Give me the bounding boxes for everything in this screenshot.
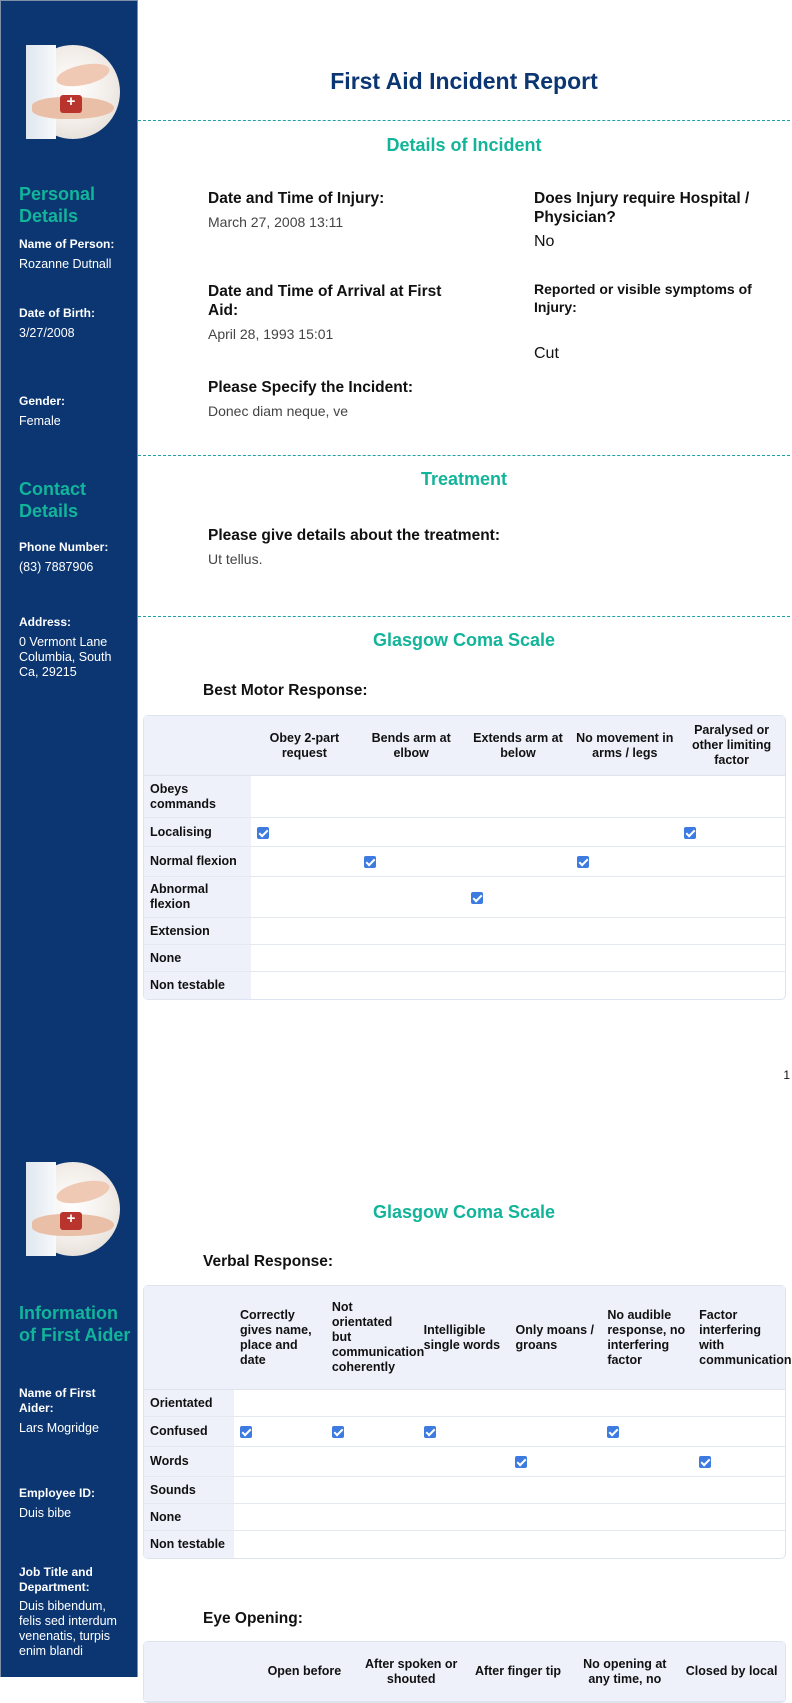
corner-cell <box>144 716 251 776</box>
verbal-response-table <box>143 1285 792 1559</box>
table-row <box>144 1531 785 1558</box>
eye-opening-table <box>143 1641 786 1703</box>
column-header: Bends arm at elbow <box>358 716 465 776</box>
check-cell[interactable] <box>693 1390 785 1417</box>
check-cell[interactable] <box>678 818 785 847</box>
column-header: Factor interfering with communication <box>693 1286 785 1390</box>
motor-response-table <box>143 715 786 1000</box>
arrival-time-value: April 28, 1993 15:01 <box>208 326 334 342</box>
specify-label: Please Specify the Incident: <box>208 379 414 396</box>
check-cell[interactable] <box>358 818 465 847</box>
first-aid-avatar-icon <box>26 1162 120 1256</box>
check-cell[interactable] <box>601 1477 693 1504</box>
personal-details-heading: Personal Details <box>19 184 96 226</box>
arrival-time-label: Date and Time of Arrival at First Aid: <box>208 283 442 319</box>
checkbox-checked-icon[interactable] <box>577 856 589 868</box>
check-cell[interactable] <box>251 847 358 877</box>
gender-value: Female <box>19 414 61 428</box>
check-cell[interactable] <box>601 1417 693 1447</box>
incident-heading: Details of Incident <box>386 135 542 155</box>
table-row <box>144 945 785 972</box>
check-cell[interactable] <box>326 1477 418 1504</box>
check-cell[interactable] <box>418 1447 510 1477</box>
check-cell[interactable] <box>601 1504 693 1531</box>
check-cell[interactable] <box>251 877 358 918</box>
row-label: Sounds <box>144 1477 234 1504</box>
check-cell[interactable] <box>693 1417 785 1447</box>
table-header-row <box>144 716 785 776</box>
check-cell[interactable] <box>326 1531 418 1558</box>
row-label: None <box>144 1504 234 1531</box>
check-cell[interactable] <box>358 945 465 972</box>
check-cell[interactable] <box>678 776 785 818</box>
report-page-2 <box>0 1120 792 1686</box>
symptoms-label: Reported or visible symptoms of Injury: <box>534 281 752 315</box>
check-cell[interactable] <box>358 972 465 999</box>
row-label: Non testable <box>144 1531 234 1558</box>
column-header: Intelligible single words <box>418 1286 510 1390</box>
aider-name-label: Name of First Aider: <box>19 1386 96 1415</box>
checkbox-checked-icon[interactable] <box>332 1426 344 1438</box>
column-header: Paralysed or other limiting factor <box>678 716 785 776</box>
check-cell[interactable] <box>358 918 465 945</box>
row-label: Extension <box>144 918 251 945</box>
check-cell[interactable] <box>251 776 358 818</box>
column-header: Only moans / groans <box>509 1286 601 1390</box>
check-cell[interactable] <box>678 847 785 877</box>
table-row <box>144 776 785 818</box>
row-label: Abnormal flexion <box>144 877 251 918</box>
treatment-heading: Treatment <box>420 469 508 489</box>
checkbox-checked-icon[interactable] <box>240 1426 252 1438</box>
check-cell[interactable] <box>326 1390 418 1417</box>
check-cell[interactable] <box>465 877 572 918</box>
check-cell[interactable] <box>678 918 785 945</box>
gcs-heading: Glasgow Coma Scale <box>372 1202 556 1222</box>
check-cell[interactable] <box>251 818 358 847</box>
treatment-label: Please give details about the treatment: <box>208 527 501 544</box>
check-cell[interactable] <box>509 1417 601 1447</box>
corner-cell <box>144 1286 234 1390</box>
table-row <box>144 847 785 877</box>
row-label: Confused <box>144 1417 234 1447</box>
row-label: Obeys commands <box>144 776 251 818</box>
check-cell[interactable] <box>601 1531 693 1558</box>
check-cell[interactable] <box>693 1504 785 1531</box>
check-cell[interactable] <box>571 918 678 945</box>
check-cell[interactable] <box>509 1447 601 1477</box>
check-cell[interactable] <box>465 945 572 972</box>
check-cell[interactable] <box>571 877 678 918</box>
job-title-label: Job Title and Department: <box>19 1565 93 1594</box>
check-cell[interactable] <box>326 1504 418 1531</box>
column-header: No movement in arms / legs <box>571 716 678 776</box>
row-label: None <box>144 945 251 972</box>
checkbox-checked-icon[interactable] <box>424 1426 436 1438</box>
row-label: Normal flexion <box>144 847 251 877</box>
check-cell[interactable] <box>358 847 465 877</box>
name-label: Name of Person: <box>19 237 115 251</box>
address-value: 0 Vermont Lane Columbia, South Ca, 29215 <box>19 635 112 679</box>
check-cell[interactable] <box>465 918 572 945</box>
employee-id-label: Employee ID: <box>19 1486 96 1500</box>
dob-label: Date of Birth: <box>19 306 95 320</box>
symptoms-value: Cut <box>534 345 559 362</box>
checkbox-checked-icon[interactable] <box>257 827 269 839</box>
checkbox-checked-icon[interactable] <box>471 892 483 904</box>
check-cell[interactable] <box>234 1417 326 1447</box>
table-row <box>144 918 785 945</box>
table-row <box>144 972 785 999</box>
column-header: Obey 2-part request <box>251 716 358 776</box>
check-cell[interactable] <box>465 972 572 999</box>
sidebar <box>0 1120 138 1677</box>
hospital-label: Does Injury require Hospital / Physician? <box>534 190 750 226</box>
table-row <box>144 1504 785 1531</box>
checkbox-checked-icon[interactable] <box>684 827 696 839</box>
section-divider <box>138 455 790 456</box>
check-cell[interactable] <box>509 1390 601 1417</box>
check-cell[interactable] <box>251 945 358 972</box>
contact-details-heading: Contact Details <box>19 479 86 521</box>
address-label: Address: <box>19 615 72 629</box>
check-cell[interactable] <box>678 945 785 972</box>
column-header: Correctly gives name, place and date <box>234 1286 326 1390</box>
check-cell[interactable] <box>326 1447 418 1477</box>
employee-id-value: Duis bibe <box>19 1506 72 1520</box>
page-title: First Aid Incident Report <box>330 68 598 94</box>
phone-label: Phone Number: <box>19 540 109 554</box>
row-label: Words <box>144 1447 234 1477</box>
eye-opening-label: Eye Opening: <box>203 1610 303 1627</box>
check-cell[interactable] <box>418 1390 510 1417</box>
sidebar <box>0 0 138 1120</box>
row-label: Orientated <box>144 1390 234 1417</box>
check-cell[interactable] <box>418 1504 510 1531</box>
check-cell[interactable] <box>571 972 678 999</box>
table-row <box>144 1390 785 1417</box>
check-cell[interactable] <box>571 776 678 818</box>
dob-value: 3/27/2008 <box>19 326 75 340</box>
check-cell[interactable] <box>571 847 678 877</box>
check-cell[interactable] <box>601 1447 693 1477</box>
column-header: No audible response, no interfering factor <box>601 1286 693 1390</box>
column-header: No opening at any time, no <box>571 1642 678 1702</box>
row-label: Localising <box>144 818 251 847</box>
checkbox-checked-icon[interactable] <box>607 1426 619 1438</box>
table-row <box>144 1477 785 1504</box>
verbal-response-label: Verbal Response: <box>203 1253 334 1270</box>
first-aider-heading: Information of First Aider <box>19 1303 131 1345</box>
row-label: Non testable <box>144 972 251 999</box>
check-cell[interactable] <box>678 877 785 918</box>
section-divider <box>138 616 790 617</box>
table-header-row <box>144 1286 785 1390</box>
checkbox-checked-icon[interactable] <box>699 1456 711 1468</box>
phone-value: (83) 7887906 <box>19 560 94 574</box>
name-value: Rozanne Dutnall <box>19 257 112 271</box>
check-cell[interactable] <box>234 1504 326 1531</box>
aider-name-value: Lars Mogridge <box>19 1421 99 1435</box>
table-row <box>144 1417 785 1447</box>
column-header: After spoken or shouted <box>358 1642 465 1702</box>
check-cell[interactable] <box>465 776 572 818</box>
specify-value: Donec diam neque, ve <box>208 403 349 419</box>
column-header: Open before <box>251 1642 358 1702</box>
treatment-value: Ut tellus. <box>208 551 263 567</box>
check-cell[interactable] <box>418 1417 510 1447</box>
check-cell[interactable] <box>418 1531 510 1558</box>
checkbox-checked-icon[interactable] <box>364 856 376 868</box>
check-cell[interactable] <box>418 1477 510 1504</box>
checkbox-checked-icon[interactable] <box>515 1456 527 1468</box>
motor-response-label: Best Motor Response: <box>203 682 368 699</box>
check-cell[interactable] <box>234 1390 326 1417</box>
section-divider <box>138 120 790 121</box>
corner-cell <box>144 1642 251 1702</box>
injury-time-value: March 27, 2008 13:11 <box>208 214 344 230</box>
check-cell[interactable] <box>509 1477 601 1504</box>
check-cell[interactable] <box>693 1477 785 1504</box>
job-title-value: Duis bibendum, felis sed interdum venenatis, turpis enim blandi <box>19 1599 117 1658</box>
column-header: After finger tip <box>465 1642 572 1702</box>
check-cell[interactable] <box>251 918 358 945</box>
column-header: Closed by local <box>678 1642 785 1702</box>
gcs-heading: Glasgow Coma Scale <box>372 630 556 650</box>
column-header: Not orientated but communication coherently <box>326 1286 418 1390</box>
injury-time-label: Date and Time of Injury: <box>208 190 385 207</box>
check-cell[interactable] <box>571 818 678 847</box>
check-cell[interactable] <box>234 1477 326 1504</box>
check-cell[interactable] <box>509 1504 601 1531</box>
table-row <box>144 1447 785 1477</box>
check-cell[interactable] <box>465 818 572 847</box>
hospital-value: No <box>534 233 555 250</box>
page-number: 1 <box>783 1068 790 1082</box>
check-cell[interactable] <box>678 972 785 999</box>
check-cell[interactable] <box>358 776 465 818</box>
check-cell[interactable] <box>601 1390 693 1417</box>
check-cell[interactable] <box>693 1531 785 1558</box>
check-cell[interactable] <box>509 1531 601 1558</box>
check-cell[interactable] <box>358 877 465 918</box>
table-header-row <box>144 1642 785 1702</box>
check-cell[interactable] <box>234 1531 326 1558</box>
check-cell[interactable] <box>251 972 358 999</box>
check-cell[interactable] <box>234 1447 326 1477</box>
first-aid-avatar-icon <box>26 45 120 139</box>
gender-label: Gender: <box>19 394 66 408</box>
column-header: Extends arm at below <box>465 716 572 776</box>
check-cell[interactable] <box>693 1447 785 1477</box>
check-cell[interactable] <box>571 945 678 972</box>
table-row <box>144 818 785 847</box>
check-cell[interactable] <box>326 1417 418 1447</box>
table-row <box>144 877 785 918</box>
check-cell[interactable] <box>465 847 572 877</box>
